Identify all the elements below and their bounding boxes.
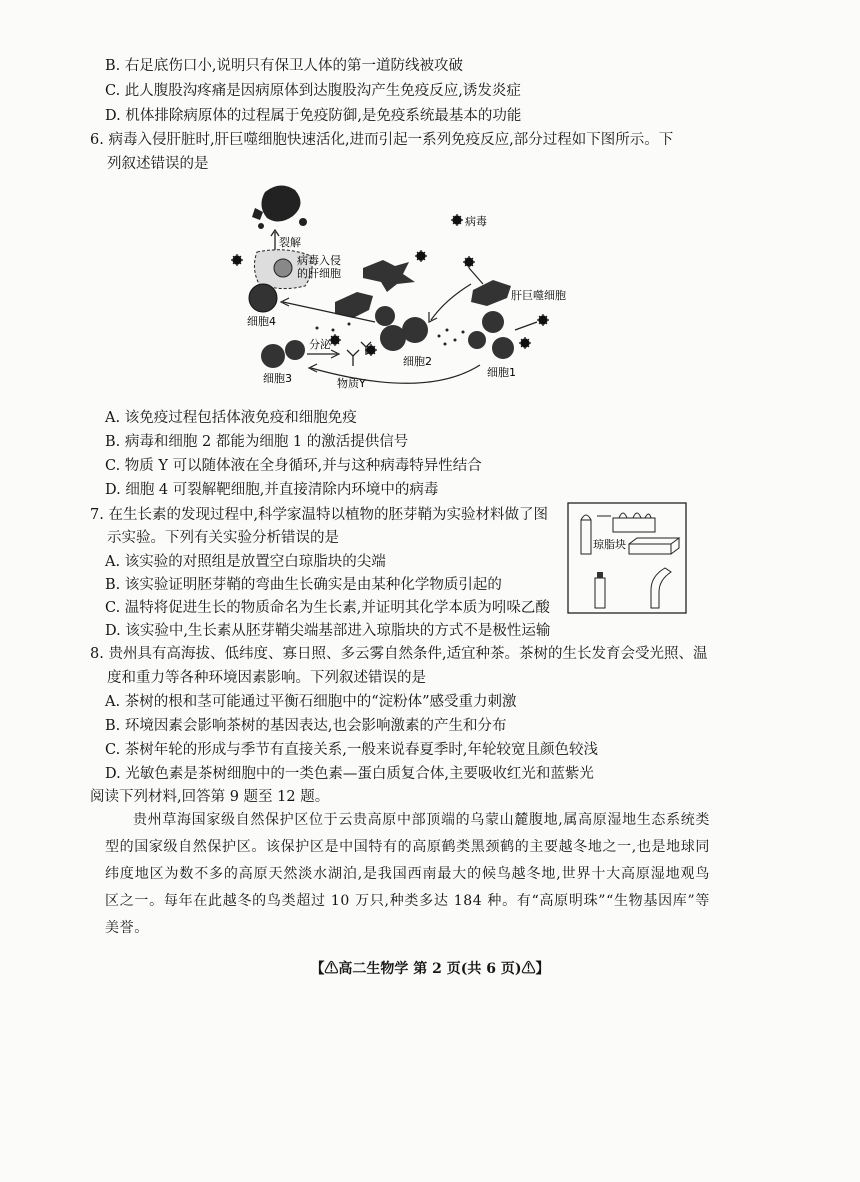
q6-option-b: B. 病毒和细胞 2 都能为细胞 1 的激活提供信号 <box>105 434 409 450</box>
q5-option-c: C. 此人腹股沟疼痛是因病原体到达腹股沟产生免疫反应,诱发炎症 <box>105 83 521 99</box>
q8-stem-cont: 度和重力等各种环境因素影响。下列叙述错误的是 <box>107 670 426 686</box>
q7-stem: 7. 在生长素的发现过程中,科学家温特以植物的胚芽鞘为实验材料做了图 <box>90 507 549 523</box>
arrow-virus-to-cell1 <box>515 322 537 330</box>
macrophage-right <box>471 280 511 306</box>
q7-option-c: C. 温特将促进生长的物质命名为生长素,并证明其化学本质为吲哚乙酸 <box>105 600 550 616</box>
q6-option-a: A. 该免疫过程包括体液免疫和细胞免疫 <box>105 410 357 426</box>
macrophage-left <box>363 260 415 292</box>
arrow-virus-to-macrophage <box>469 268 483 284</box>
q5-option-b: B. 右足底伤口小,说明只有保卫人体的第一道防线被攻破 <box>105 58 463 74</box>
q8-option-d: D. 光敏色素是茶树细胞中的一类色素—蛋白质复合体,主要吸收红光和蓝紫光 <box>105 766 594 782</box>
q8-option-b: B. 环境因素会影响茶树的基因表达,也会影响激素的产生和分布 <box>105 718 507 734</box>
q6-stem: 6. 病毒入侵肝脏时,肝巨噬细胞快速活化,进而引起一系列免疫反应,部分过程如下图所示。下 <box>90 132 674 148</box>
reading-passage: 贵州草海国家级自然保护区位于云贵高原中部顶端的乌蒙山麓腹地,属高原湿地生态系统类型的国家级自然保护区。该保护区是中国特有的高原鹤类黑颈鹤的主要越冬地之一,也是地球同纬度地区为数不多的高原天然淡水湖泊,是我国西南最大的候鸟越冬地,世界十大高原湿地观鸟区之一。每年在此越冬的鸟类超过 10 万只,种类多达 184 种。有“高原明珠”“生物基因库”等美誉。 <box>105 812 710 936</box>
q5-option-d: D. 机体排除病原体的过程属于免疫防御,是免疫系统最基本的功能 <box>105 108 522 124</box>
coleoptile-tip <box>581 520 591 554</box>
lysed-cell-fragments <box>252 185 307 229</box>
macrophage-label: 肝巨噬细胞 <box>511 289 566 302</box>
virus-label: 病毒 <box>465 215 487 228</box>
immune-response-figure <box>225 180 585 395</box>
q6-option-d: D. 细胞 4 可裂解靶细胞,并直接清除内环境中的病毒 <box>105 482 439 498</box>
q7-option-a: A. 该实验的对照组是放置空白琼脂块的尖端 <box>105 554 386 570</box>
lysis-label: 裂解 <box>279 236 301 249</box>
q6-option-c: C. 物质 Y 可以随体液在全身循环,并与这种病毒特异性结合 <box>105 458 482 474</box>
q8-option-a: A. 茶树的根和茎可能通过平衡石细胞中的“淀粉体”感受重力刺激 <box>105 694 517 710</box>
agar-block-label: 琼脂块 <box>593 538 626 551</box>
cell-3-label: 细胞3 <box>263 372 292 385</box>
q8-option-c: C. 茶树年轮的形成与季节有直接关系,一般来说春夏季时,年轮较宽且颜色较浅 <box>105 742 599 758</box>
cell-4 <box>249 284 277 312</box>
agar-block-3d <box>629 538 679 554</box>
infected-cell-label-2: 的肝细胞 <box>297 267 341 280</box>
page-footer: 【⚠高二生物学 第 2 页(共 6 页)⚠】 <box>310 961 550 977</box>
q7-option-d: D. 该实验中,生长素从胚芽鞘尖端基部进入琼脂块的方式不是极性运输 <box>105 623 551 639</box>
cell-3 <box>261 344 285 368</box>
q7-stem-cont: 示实验。下列有关实验分析错误的是 <box>107 530 339 546</box>
q8-stem: 8. 贵州具有高海拔、低纬度、寡日照、多云雾自然条件,适宜种茶。茶树的生长发育会受光照、温 <box>90 646 708 662</box>
went-experiment-figure <box>567 502 687 614</box>
arrow-macrophage-to-cell <box>431 284 471 320</box>
q7-option-b: B. 该实验证明胚芽鞘的弯曲生长确实是由某种化学物质引起的 <box>105 577 502 593</box>
cell-1-label: 细胞1 <box>487 366 516 379</box>
cell-4-label: 细胞4 <box>247 315 276 328</box>
reading-intro: 阅读下列材料,回答第 9 题至 12 题。 <box>90 789 330 805</box>
q6-stem-cont: 列叙述错误的是 <box>107 156 209 172</box>
agar-blocks-with-tips <box>613 513 655 532</box>
secrete-label: 分泌 <box>309 338 331 351</box>
infected-cell-label-1: 病毒入侵 <box>297 254 341 267</box>
cell-2-label: 细胞2 <box>403 355 432 368</box>
substance-y-label: 物质Y <box>337 377 366 390</box>
bent-coleoptile <box>651 568 671 608</box>
decapitated-coleoptile <box>595 578 605 608</box>
cell-1 <box>482 311 504 333</box>
